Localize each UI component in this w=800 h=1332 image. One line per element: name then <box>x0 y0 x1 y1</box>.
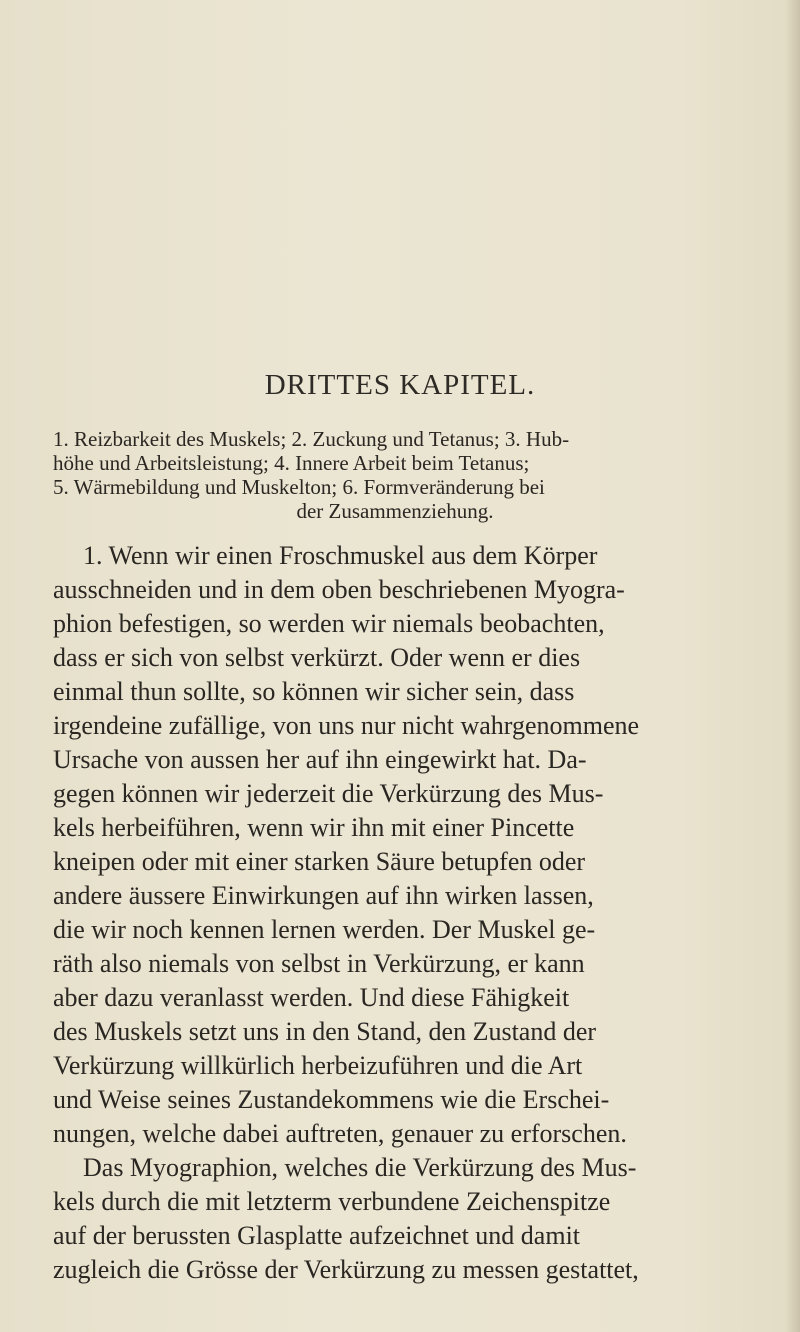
text-line: kels herbeiführen, wenn wir ihn mit einer Pincette <box>53 813 575 842</box>
text-line: Verkürzung willkürlich herbeizuführen und die Art <box>53 1051 583 1080</box>
text-line: 1. Wenn wir einen Froschmuskel aus dem Körper <box>83 541 598 570</box>
text-line: nungen, welche dabei auftreten, genauer zu erforschen. <box>53 1119 627 1148</box>
summary-line: 5. Wärmebildung und Muskelton; 6. Formveränderung bei <box>53 475 545 499</box>
summary-line: der Zusammenziehung. <box>296 499 494 523</box>
text-line: aber dazu veranlasst werden. Und diese Fähigkeit <box>53 983 570 1012</box>
text-line: ausschneiden und in dem oben beschriebenen Myogra- <box>53 575 625 604</box>
text-line: des Muskels setzt uns in den Stand, den Zustand der <box>53 1017 597 1046</box>
text-line: Ursache von aussen her auf ihn eingewirkt hat. Da- <box>53 745 587 774</box>
text-line: phion befestigen, so werden wir niemals beobachten, <box>53 609 605 638</box>
text-line: Das Myographion, welches die Verkürzung des Mus- <box>83 1153 637 1182</box>
chapter-title: DRITTES KAPITEL. <box>264 369 536 401</box>
text-line: irgendeine zufällige, von uns nur nicht wahrgenommene <box>53 711 640 740</box>
text-line: und Weise seines Zustandekommens wie die Erschei- <box>53 1085 610 1114</box>
text-line: einmal thun sollte, so können wir sicher sein, dass <box>53 677 575 706</box>
chapter-summary <box>53 427 737 523</box>
summary-line: 1. Reizbarkeit des Muskels; 2. Zuckung und Tetanus; 3. Hub- <box>53 427 570 451</box>
text-line: andere äussere Einwirkungen auf ihn wirken lassen, <box>53 881 594 910</box>
text-line: kels durch die mit letzterm verbundene Zeichenspitze <box>53 1187 611 1216</box>
page-edge-shadow <box>786 0 800 1332</box>
text-line: die wir noch kennen lernen werden. Der Muskel ge- <box>53 915 596 944</box>
text-line: gegen können wir jederzeit die Verkürzung des Mus- <box>53 779 604 808</box>
text-line: auf der berussten Glasplatte aufzeichnet und damit <box>53 1221 581 1250</box>
summary-line: höhe und Arbeitsleistung; 4. Innere Arbeit beim Tetanus; <box>53 451 530 475</box>
text-line: kneipen oder mit einer starken Säure betupfen oder <box>53 847 586 876</box>
text-line: zugleich die Grösse der Verkürzung zu messen gestattet, <box>53 1255 639 1284</box>
text-line: räth also niemals von selbst in Verkürzung, er kann <box>53 949 585 978</box>
text-line: dass er sich von selbst verkürzt. Oder wenn er dies <box>53 643 581 672</box>
body-paragraph <box>53 539 743 1287</box>
